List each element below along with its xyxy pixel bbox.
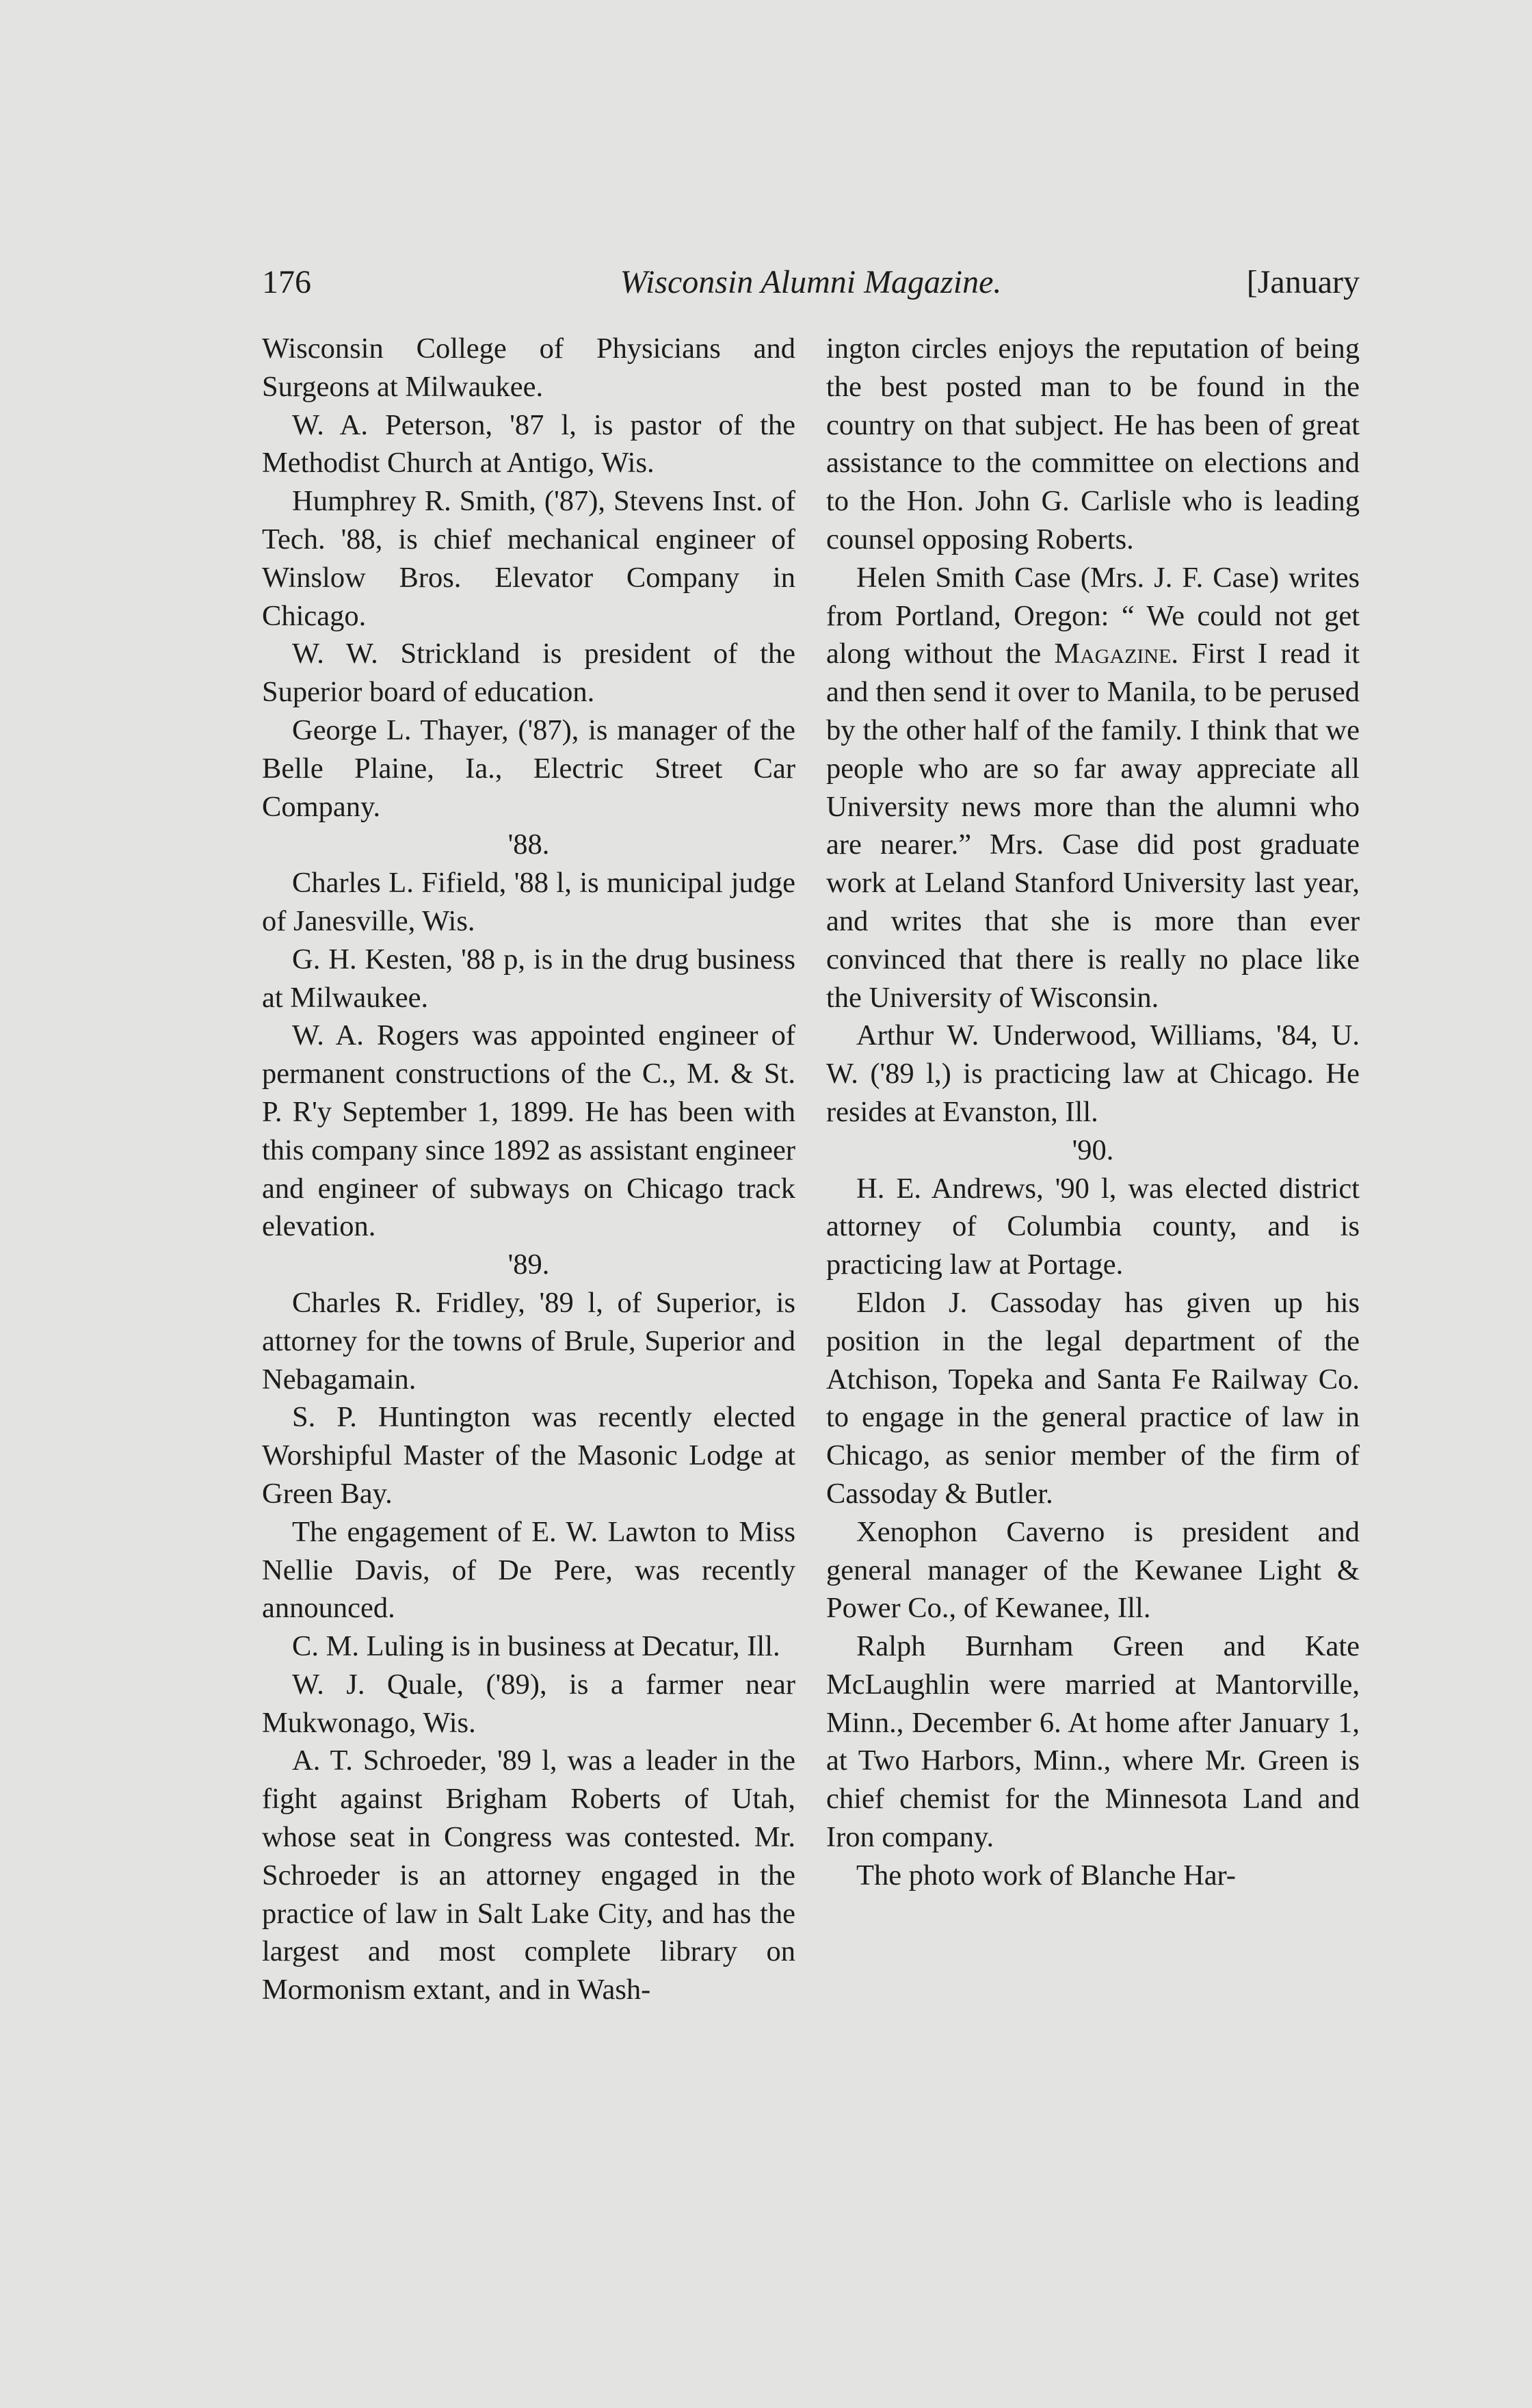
page-header bbox=[262, 259, 1360, 306]
paragraph: Eldon J. Cassoday has given up his position in the legal department of the Atchison, Topeka and Santa Fe Railway Co. to engage in the general practice of law in Chicago, as senior member of the firm of Cassoday & Butler. bbox=[826, 1286, 1360, 1510]
paragraph: H. E. Andrews, '90 l, was elected district attorney of Columbia county, and is practicing law at Portage. bbox=[826, 1172, 1360, 1281]
paragraph-text: . First I read it and then send it over to Manila, to be perused by the other half of the family. I think that we people who are so far away appreciate all University news more than the alumni who are nearer.” Mrs. Case did post graduate work at Leland Stanford University last year, and writes that she is more than ever convinced that there is really no place like the University of Wisconsin. bbox=[826, 638, 1360, 1014]
magazine-name: Magazine bbox=[1054, 638, 1172, 670]
paragraph: G. H. Kesten, '88 p, is in the drug business at Milwaukee. bbox=[262, 943, 795, 1014]
paragraph: Wisconsin College of Physicians and Surgeons at Milwaukee. bbox=[262, 332, 795, 403]
paragraph: The engagement of E. W. Lawton to Miss Nellie Davis, of De Pere, was recently announced. bbox=[262, 1515, 795, 1625]
paragraph: S. P. Huntington was recently elected Worshipful Master of the Masonic Lodge at Green Bay. bbox=[262, 1401, 795, 1510]
paragraph: Charles R. Fridley, '89 l, of Superior, is attorney for the towns of Brule, Superior and Nebagamain. bbox=[262, 1286, 795, 1396]
issue-month: [January bbox=[1246, 264, 1360, 300]
paragraph: George L. Thayer, ('87), is manager of the Belle Plaine, Ia., Electric Street Car Company. bbox=[262, 714, 795, 823]
paragraph: W. J. Quale, ('89), is a farmer near Mukwonago, Wis. bbox=[262, 1668, 795, 1739]
left-column bbox=[262, 330, 795, 2009]
paragraph: Charles L. Fifield, '88 l, is municipal judge of Janesville, Wis. bbox=[262, 867, 795, 937]
paragraph: W. A. Peterson, '87 l, is pastor of the Methodist Church at Antigo, Wis. bbox=[262, 408, 795, 480]
magazine-title: Wisconsin Alumni Magazine. bbox=[620, 264, 1002, 300]
class-year-heading: '90. bbox=[1072, 1134, 1114, 1166]
class-year-heading: '89. bbox=[507, 1248, 550, 1281]
paragraph: W. W. Strickland is president of the Superior board of education. bbox=[262, 638, 795, 709]
paragraph: Xenophon Caverno is president and general manager of the Kewanee Light & Power Co., of Kewanee, Ill. bbox=[826, 1515, 1360, 1625]
paragraph: Humphrey R. Smith, ('87), Stevens Inst. of Tech. '88, is chief mechanical engineer of Winslow Bros. Elevator Company in Chicago. bbox=[262, 485, 795, 632]
paragraph: The photo work of Blanche Har- bbox=[856, 1859, 1237, 1892]
right-column bbox=[826, 330, 1360, 1895]
paragraph-text: Helen Smith Case (Mrs. J. F. Case) writes from Portland, Oregon: “ We could not get along without the bbox=[826, 561, 1360, 670]
page-number: 176 bbox=[262, 264, 311, 300]
paragraph: Arthur W. Underwood, Williams, '84, U. W. ('89 l,) is practicing law at Chicago. He resides at Evanston, Ill. bbox=[826, 1019, 1360, 1128]
paragraph: C. M. Luling is in business at Decatur, Ill. bbox=[292, 1630, 780, 1663]
paragraph: A. T. Schroeder, '89 l, was a leader in the fight against Brigham Roberts of Utah, whose seat in Congress was contested. Mr. Schroeder is an attorney engaged in the practice of law in Salt Lake City, and has the largest and most complete library on Mormonism extant, and in Wash- bbox=[262, 1744, 795, 2006]
paragraph: Ralph Burnham Green and Kate McLaughlin were married at Mantorville, Minn., December 6. At home after January 1, at Two Harbors, Minn., where Mr. Green is chief chemist for the Minnesota Land and Iron company. bbox=[826, 1630, 1360, 1854]
class-year-heading: '88. bbox=[507, 828, 550, 861]
paragraph bbox=[826, 559, 1360, 1017]
paragraph: W. A. Rogers was appointed engineer of permanent constructions of the C., M. & St. P. R'y September 1, 1899. He has been with this company since 1892 as assistant engineer and engineer of subways on Chicago track elevation. bbox=[262, 1019, 795, 1243]
paragraph: ington circles enjoys the reputation of being the best posted man to be found in the country on that subject. He has been of great assistance to the committee on elections and to the Hon. John G. Carlisle who is leading counsel opposing Roberts. bbox=[826, 332, 1360, 555]
